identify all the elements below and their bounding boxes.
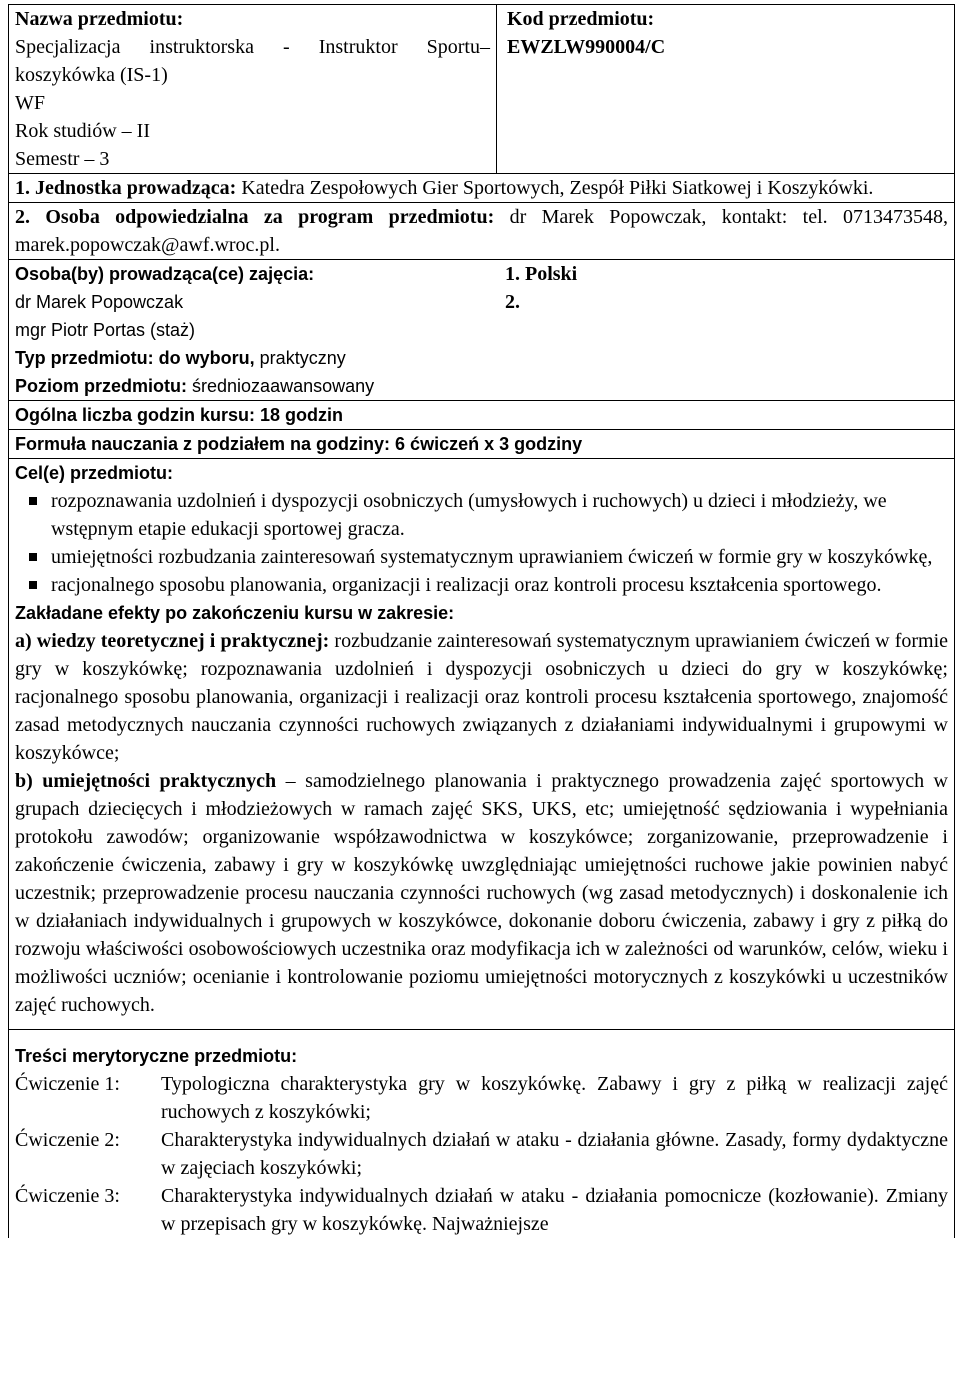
course-type-value: praktyczny bbox=[259, 348, 346, 368]
outcome-knowledge-label: a) wiedzy teoretycznej i praktycznej: bbox=[15, 630, 330, 652]
goals-and-outcomes bbox=[9, 459, 954, 1030]
exercise-text: Charakterystyka indywidualnych działań w ataku - działania główne. Zasady, formy dydaktyczne w zajęciach koszykówki; bbox=[161, 1129, 948, 1179]
exercise-label: Ćwiczenie 2: bbox=[15, 1129, 120, 1151]
outcome-skills-text: – samodzielnego planowania i praktycznego prowadzenia zajęć sportowych w grupach dziecięcych i młodzieżowych w ramach zajęć SKS, UKS, etc; umiejętność sędziowania i wypełniania protokołu zawodów; organizowanie współzawodnictwa w koszykówce; zorganizowanie, przeprowadzenie i zakończenie ćwiczenia, zabawy i gry w koszykówkę uwzględniając umiejętności ruchowe jakie powinien nabyć uczestnik; przeprowadzenie procesu nauczania czynności ruchowych (wg zasad metodycznych) i doskonalenie ich w działaniach indywidualnych i grupowych w koszykówce, dokonanie doboru ćwiczenia, zabawy i gry z piłką do rozwoju właściwości osobowościowych uczestnika oraz modyfikacja ich w zależności od warunków, celów, wieku i możliwości uczniów; ocenianie i kontrolowanie poziomu umiejętności motorycznych z koszykówki u uczestników zajęć ruchowych. bbox=[15, 770, 948, 1016]
exercise-item bbox=[15, 1070, 948, 1126]
exercise-label: Ćwiczenie 1: bbox=[15, 1073, 120, 1095]
exercise-item bbox=[15, 1182, 948, 1238]
outcome-skills-label: b) umiejętności praktycznych bbox=[15, 770, 277, 792]
outcomes-label: Zakładane efekty po zakończeniu kursu w zakresie: bbox=[15, 603, 455, 623]
languages-cell bbox=[505, 260, 948, 344]
responsible-value: dr Marek Popowczak, kontakt: tel. 0713473548, marek.popowczak@awf.wroc.pl. bbox=[15, 206, 949, 256]
course-code-label: Kod przedmiotu: bbox=[507, 8, 655, 30]
course-type-label: Typ przedmiotu: do wyboru, bbox=[15, 348, 255, 368]
teacher-name: dr Marek Popowczak bbox=[15, 292, 184, 312]
teachers-label: Osoba(by) prowadząca(ce) zajęcia: bbox=[15, 264, 315, 284]
course-level bbox=[15, 372, 948, 400]
language-item: 1. Polski bbox=[505, 263, 578, 285]
teacher-name: mgr Piotr Portas (staż) bbox=[15, 320, 196, 340]
course-details-block bbox=[9, 260, 954, 401]
teachers-row bbox=[15, 260, 948, 344]
course-code-value: EWZLW990004/C bbox=[507, 36, 666, 58]
exercise-label: Ćwiczenie 3: bbox=[15, 1185, 120, 1207]
unit-label: 1. Jednostka prowadząca: bbox=[15, 177, 237, 199]
exercise-item bbox=[15, 1126, 948, 1182]
course-type bbox=[15, 344, 948, 372]
outcome-knowledge-text: rozbudzanie zainteresowań systematycznym uprawianiem ćwiczeń w formie gry w koszykówkę; rozpoznawania uzdolnień i dyspozycji osobniczych u dzieci do gry w koszykówkę; racjonalnego sposobu planowania, organizacji i realizacji oraz kontroli procesu kształcenia sportowego, znajomość zasad metodycznych nauczania czynności ruchowych związanych z działaniami indywidualnymi i grupowymi w koszykówce; bbox=[15, 630, 949, 764]
course-header bbox=[9, 5, 954, 174]
semester: Semestr – 3 bbox=[15, 148, 110, 170]
goal-item: umiejętności rozbudzania zainteresowań systematycznym uprawianiem ćwiczeń w formie gry w koszykówkę, bbox=[25, 543, 948, 571]
course-name-label: Nazwa przedmiotu: bbox=[15, 8, 184, 30]
responsible-label: 2. Osoba odpowiedzialna za program przedmiotu: bbox=[15, 206, 495, 228]
course-level-value: średniozaawansowany bbox=[192, 376, 375, 396]
course-name-value: Specjalizacja instruktorska - Instruktor Sportu– koszykówka (IS-1) bbox=[15, 36, 490, 86]
responsible-row bbox=[9, 203, 954, 260]
faculty: WF bbox=[15, 92, 45, 114]
course-code-cell bbox=[497, 5, 954, 173]
syllabus-document bbox=[8, 4, 955, 1238]
content-label: Treści merytoryczne przedmiotu: bbox=[15, 1046, 298, 1066]
outcome-skills bbox=[15, 767, 948, 1019]
total-hours: Ogólna liczba godzin kursu: 18 godzin bbox=[15, 405, 344, 425]
outcome-knowledge bbox=[15, 627, 948, 767]
study-year: Rok studiów – II bbox=[15, 120, 150, 142]
content-section bbox=[9, 1030, 954, 1238]
goal-item: racjonalnego sposobu planowania, organizacji i realizacji oraz kontroli procesu kształcenia sportowego. bbox=[25, 571, 948, 599]
hours-row bbox=[9, 401, 954, 430]
course-level-label: Poziom przedmiotu: bbox=[15, 376, 187, 396]
goals-label: Cel(e) przedmiotu: bbox=[15, 463, 174, 483]
formula-row bbox=[9, 430, 954, 459]
teaching-formula: Formuła nauczania z podziałem na godziny: 6 ćwiczeń x 3 godziny bbox=[15, 434, 583, 454]
goal-item: rozpoznawania uzdolnień i dyspozycji osobniczych (umysłowych i ruchowych) u dzieci i młodzieży, we wstępnym etapie edukacji sportowej gracza. bbox=[25, 487, 948, 543]
exercise-text: Typologiczna charakterystyka gry w koszykówkę. Zabawy i gry z piłką w realizacji zajęć ruchowych z koszykówki; bbox=[161, 1073, 948, 1123]
exercise-text: Charakterystyka indywidualnych działań w ataku - działania pomocnicze (kozłowanie). Zmiany w przepisach gry w koszykówkę. Najważniejsze bbox=[161, 1185, 948, 1235]
teachers-cell bbox=[15, 260, 505, 344]
unit-value: Katedra Zespołowych Gier Sportowych, Zespół Piłki Siatkowej i Koszykówki. bbox=[241, 177, 874, 199]
course-name-cell bbox=[9, 5, 497, 173]
unit-row bbox=[9, 174, 954, 203]
goals-list bbox=[15, 487, 948, 599]
language-item: 2. bbox=[505, 291, 520, 313]
